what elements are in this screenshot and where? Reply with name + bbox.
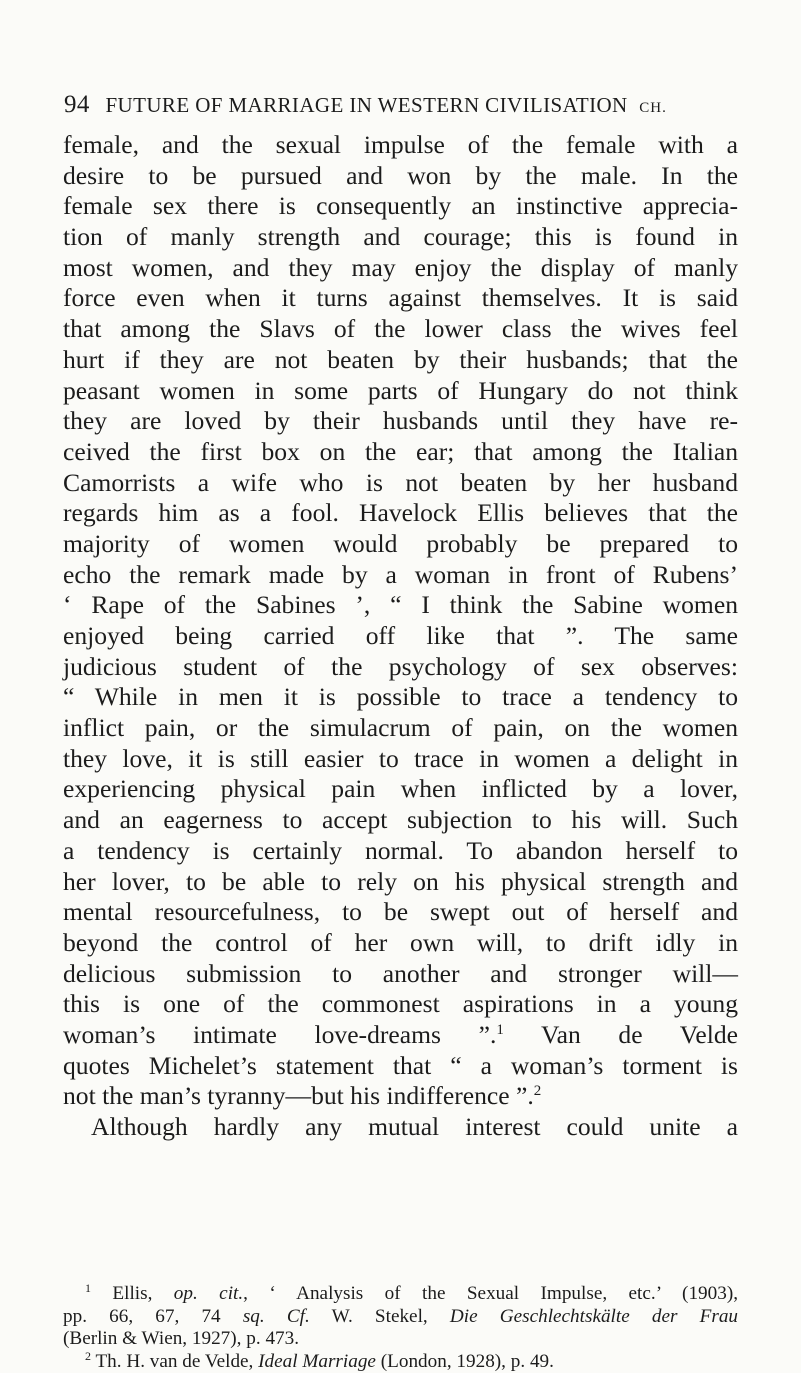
text-line: they are loved by their husbands until they have re- xyxy=(63,406,738,437)
footnote-italic: Cf. xyxy=(287,1306,310,1327)
text-line: enjoyed being carried off like that ”. The same xyxy=(63,621,738,652)
text-line: force even when it turns against themselves. It is said xyxy=(63,283,738,314)
text-line: inflict pain, or the simulacrum of pain, on the women xyxy=(63,713,738,744)
footnote-text: pp. 66, 67, 74 xyxy=(63,1306,221,1327)
chapter-abbrev: CH. xyxy=(639,100,667,116)
footnote-2 xyxy=(63,1351,738,1373)
text-line: Although hardly any mutual interest could unite a xyxy=(63,1112,738,1143)
body-text xyxy=(63,130,738,1143)
text-line: delicious submission to another and stronger will— xyxy=(63,959,738,990)
footnote-text: (London, 1928), p. 49. xyxy=(381,1351,554,1372)
text-line: experiencing physical pain when inflicted by a lover, xyxy=(63,774,738,805)
footnote-author: Th. H. van de Velde, xyxy=(95,1351,253,1372)
footnote-book-title: Ideal Marriage xyxy=(258,1351,376,1372)
text-line: and an eagerness to accept subjection to his will. Such xyxy=(63,805,738,836)
text-line: her lover, to be able to rely on his physical strength and xyxy=(63,867,738,898)
footnotes xyxy=(63,1283,738,1373)
text-line xyxy=(63,1020,738,1051)
text-line: judicious student of the psychology of sex observes: xyxy=(63,652,738,683)
text-line: beyond the control of her own will, to drift idly in xyxy=(63,928,738,959)
text-line: desire to be pursued and won by the male. In the xyxy=(63,161,738,192)
text-line: tion of manly strength and courage; this is found in xyxy=(63,222,738,253)
text-line: quotes Michelet’s statement that “ a woman’s torment is xyxy=(63,1051,738,1082)
running-head xyxy=(64,90,744,120)
footnote-book-title: Die Geschlechtskälte der Frau xyxy=(450,1306,738,1327)
footnote-text: , ‘ Analysis of the Sexual Impulse, etc.’ (1903), xyxy=(243,1283,738,1304)
text-line: ‘ Rape of the Sabines ’, “ I think the Sabine women xyxy=(63,590,738,621)
text-segment: woman’s intimate love-dreams ”. xyxy=(63,1020,496,1049)
footnote-italic: op. cit. xyxy=(174,1283,243,1304)
running-title: FUTURE OF MARRIAGE IN WESTERN CIVILISATION xyxy=(105,93,627,117)
footnote-1-cont: (Berlin & Wien, 1927), p. 473. xyxy=(63,1328,738,1351)
text-line: that among the Slavs of the lower class the wives feel xyxy=(63,314,738,345)
text-line: most women, and they may enjoy the display of manly xyxy=(63,253,738,284)
footnote-mark: 2 xyxy=(85,1349,91,1363)
footnote-author: Ellis, xyxy=(112,1283,152,1304)
text-line: Camorrists a wife who is not beaten by her husband xyxy=(63,468,738,499)
text-line: peasant women in some parts of Hungary do not think xyxy=(63,376,738,407)
text-line: echo the remark made by a woman in front of Rubens’ xyxy=(63,560,738,591)
text-line: a tendency is certainly normal. To abandon herself to xyxy=(63,836,738,867)
footnote-ref-2[interactable]: 2 xyxy=(534,1083,542,1099)
text-line: regards him as a fool. Havelock Ellis believes that the xyxy=(63,498,738,529)
text-line: “ While in men it is possible to trace a tendency to xyxy=(63,682,738,713)
footnote-ref-1[interactable]: 1 xyxy=(496,1022,504,1038)
text-line xyxy=(63,1081,738,1112)
text-segment: Van de Velde xyxy=(541,1020,738,1049)
text-line: they love, it is still easier to trace in women a delight in xyxy=(63,744,738,775)
footnote-italic: sq. xyxy=(243,1306,265,1327)
text-line: this is one of the commonest aspirations in a young xyxy=(63,989,738,1020)
footnote-1-cont xyxy=(63,1306,738,1329)
text-line: female sex there is consequently an instinctive apprecia- xyxy=(63,191,738,222)
text-line: female, and the sexual impulse of the female with a xyxy=(63,130,738,161)
text-line: ceived the first box on the ear; that among the Italian xyxy=(63,437,738,468)
page-number: 94 xyxy=(64,91,90,118)
footnote-text: W. Stekel, xyxy=(332,1306,428,1327)
text-line: majority of women would probably be prepared to xyxy=(63,529,738,560)
text-segment: not the man’s tyranny—but his indifference ”. xyxy=(63,1081,534,1110)
footnote-1 xyxy=(63,1283,738,1306)
text-line: hurt if they are not beaten by their husbands; that the xyxy=(63,345,738,376)
footnote-mark: 1 xyxy=(85,1281,91,1295)
text-line: mental resourcefulness, to be swept out of herself and xyxy=(63,897,738,928)
